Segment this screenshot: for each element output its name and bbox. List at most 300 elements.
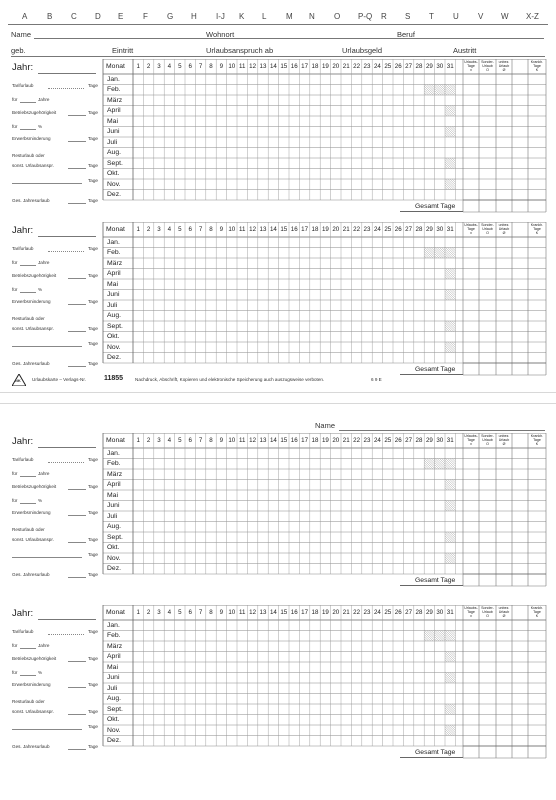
month-name: Nov. — [107, 554, 121, 562]
day-number: 22 — [353, 63, 361, 70]
day-number: 13 — [259, 609, 267, 616]
hatch-line — [445, 185, 449, 189]
hatch-line — [445, 249, 454, 258]
entitlement-unit: Tage — [88, 724, 98, 729]
name-line-back[interactable] — [339, 430, 545, 431]
entitlement-input-line[interactable] — [48, 251, 84, 252]
alphabet-tab[interactable]: M — [286, 12, 293, 21]
month-name: Okt. — [107, 170, 120, 177]
geb-line[interactable] — [11, 56, 545, 57]
entitlement-label: Betriebszugehörigkeit — [12, 273, 57, 278]
hatch-line — [445, 679, 449, 683]
day-number: 6 — [188, 226, 192, 233]
entitlement-label: sonst. Urlaubsanspr. — [12, 326, 54, 331]
day-number: 12 — [249, 63, 257, 70]
day-number: 25 — [384, 609, 392, 616]
hatch-line — [445, 135, 447, 137]
month-header: Monat — [106, 226, 125, 233]
entitlement-label: Ges. Jahresurlaub — [12, 744, 50, 749]
day-number: 7 — [198, 609, 203, 616]
alphabet-tab[interactable]: T — [429, 12, 434, 21]
day-number: 31 — [446, 226, 454, 233]
month-name: Feb. — [107, 86, 121, 93]
month-name: Jan. — [107, 238, 120, 246]
day-number: 26 — [394, 63, 402, 70]
month-name: Nov. — [107, 343, 121, 351]
day-number: 27 — [405, 437, 413, 444]
alphabet-tab[interactable]: S — [405, 12, 411, 21]
hatch-line — [445, 270, 454, 279]
hatch-line — [448, 501, 456, 509]
entitlement-unit: Jahre — [38, 471, 50, 476]
hatch-line — [448, 652, 456, 660]
hatch-line — [424, 467, 426, 469]
alphabet-tab[interactable]: G — [167, 12, 174, 21]
hatch-line — [445, 181, 454, 190]
day-number: 12 — [249, 226, 257, 233]
month-name: Juni — [107, 128, 120, 135]
hatch-line — [445, 348, 449, 352]
day-number: 1 — [136, 609, 140, 616]
hatch-line — [437, 85, 445, 93]
hatch-line — [445, 254, 449, 258]
day-number: 26 — [394, 437, 402, 444]
entitlement-unit: Tage — [88, 341, 98, 346]
hatch-line — [425, 248, 435, 258]
hatch-line — [424, 465, 428, 469]
month-name: Mai — [107, 663, 118, 671]
month-name: Juli — [107, 301, 118, 309]
month-name: Feb. — [107, 460, 121, 467]
day-number: 28 — [415, 226, 423, 233]
hatch-line — [445, 727, 454, 736]
alphabet-tab[interactable]: L — [262, 12, 267, 21]
day-number: 7 — [198, 437, 203, 444]
day-number: 17 — [301, 437, 309, 444]
month-name: Mai — [107, 280, 118, 288]
entitlement-label: Resturlaub oder — [12, 153, 45, 158]
hatch-line — [435, 632, 444, 641]
alphabet-tab[interactable]: O — [334, 12, 341, 21]
alphabet-tab[interactable]: C — [71, 12, 77, 21]
day-number: 2 — [146, 226, 151, 233]
day-number: 19 — [321, 609, 329, 616]
entitlement-input-line[interactable] — [68, 542, 86, 543]
hatch-line — [445, 681, 447, 683]
entitlement-label: Resturlaub oder — [12, 699, 45, 704]
entitlement-unit: Tage — [88, 361, 98, 366]
hatch-line — [445, 460, 454, 469]
hatch-line — [445, 465, 449, 469]
hatch-line — [445, 133, 449, 137]
total-days-label: Gesamt Tage — [415, 366, 456, 373]
form-number: 11855 — [104, 375, 124, 382]
hatch-line — [435, 460, 444, 469]
entitlement-input-line[interactable] — [68, 489, 86, 490]
entitlement-input-line[interactable] — [68, 278, 86, 279]
month-name: Aug. — [107, 523, 121, 530]
total-days-underline — [400, 585, 463, 586]
entitlement-unit: Tage — [88, 552, 98, 557]
entitlement-input-line[interactable] — [20, 648, 36, 649]
day-number: 4 — [167, 63, 172, 70]
day-number: 24 — [373, 63, 381, 70]
total-days-underline — [400, 211, 463, 212]
hatch-line — [445, 486, 449, 490]
entitlement-input-line[interactable] — [20, 675, 36, 676]
entitlement-input-line[interactable] — [68, 115, 86, 116]
day-number: 14 — [269, 63, 277, 70]
entitlement-input-line[interactable] — [20, 476, 36, 477]
summary-column-header: Urlaubs- Tage x — [464, 60, 478, 73]
hatch-line — [448, 631, 456, 639]
entitlement-unit: Tage — [88, 163, 98, 168]
hatch-line — [446, 158, 456, 168]
year-input-line[interactable] — [38, 447, 96, 448]
hatch-line — [448, 179, 456, 187]
hatch-line — [427, 85, 435, 93]
hatch-line — [435, 256, 437, 258]
year-label: Jahr: — [12, 436, 34, 447]
summary-column-header: Krankh. Tage K — [530, 223, 544, 236]
vacation-card-back — [0, 404, 556, 800]
urlaubsgeld-label: Urlaubsgeld — [342, 46, 383, 55]
alphabet-divider — [8, 24, 548, 25]
hatch-line — [424, 91, 428, 95]
alphabet-tab[interactable]: F — [143, 12, 148, 21]
entitlement-input-line[interactable] — [12, 183, 82, 184]
day-number: 10 — [228, 609, 236, 616]
day-number: 16 — [290, 226, 298, 233]
hatch-line — [445, 733, 447, 735]
day-number: 3 — [157, 437, 161, 444]
day-number: 28 — [415, 437, 423, 444]
hatch-line — [448, 673, 456, 681]
day-number: 30 — [436, 226, 444, 233]
alphabet-tab[interactable]: V — [478, 12, 484, 21]
month-name: Nov. — [107, 726, 121, 734]
alphabet-tab[interactable]: I-J — [216, 12, 225, 21]
alphabet-tab[interactable]: K — [239, 12, 245, 21]
calendar-grid — [0, 433, 556, 588]
day-number: 21 — [342, 609, 350, 616]
entitlement-label: sonst. Urlaubsanspr. — [12, 163, 54, 168]
year-input-line[interactable] — [38, 236, 96, 237]
hatch-line — [425, 85, 435, 95]
alphabet-tab[interactable]: A — [22, 12, 28, 21]
entitlement-input-line[interactable] — [20, 102, 36, 103]
hatch-line — [448, 321, 456, 329]
month-name: Jan. — [107, 621, 120, 629]
urlaubsanspruch-label: Urlaubsanspruch ab — [206, 46, 274, 55]
day-number: 26 — [394, 226, 402, 233]
entitlement-input-line[interactable] — [48, 634, 84, 635]
name-line[interactable] — [34, 38, 544, 39]
alphabet-tab[interactable]: B — [47, 12, 53, 21]
day-number: 18 — [311, 437, 319, 444]
day-number: 9 — [219, 63, 224, 70]
hatch-line — [424, 632, 433, 641]
hatch-line — [448, 704, 456, 712]
day-number: 26 — [394, 609, 402, 616]
day-number: 2 — [146, 609, 151, 616]
entitlement-input-line[interactable] — [68, 366, 86, 367]
day-number: 4 — [167, 437, 172, 444]
year-block-3 — [0, 433, 556, 593]
hatch-line — [446, 631, 456, 641]
entitlement-input-line[interactable] — [68, 577, 86, 578]
day-number: 20 — [332, 226, 340, 233]
month-name: Juni — [107, 291, 120, 298]
month-name: Sept. — [107, 322, 123, 330]
day-number: 29 — [425, 437, 433, 444]
hatch-line — [445, 112, 449, 116]
day-number: 24 — [373, 437, 381, 444]
entitlement-unit: Tage — [88, 326, 98, 331]
publisher-logo — [12, 373, 26, 385]
day-number: 1 — [136, 437, 140, 444]
entitlement-label: für — [12, 471, 18, 476]
hatch-line — [448, 532, 456, 540]
entitlement-unit: Tage — [88, 682, 98, 687]
entitlement-unit: Tage — [88, 246, 98, 251]
entitlement-input-line[interactable] — [20, 265, 36, 266]
hatch-line — [427, 248, 435, 256]
day-number: 6 — [188, 437, 192, 444]
hatch-line — [445, 256, 447, 258]
hatch-line — [424, 460, 433, 469]
entitlement-label: Erwerbsminderung — [12, 136, 51, 141]
day-number: 12 — [249, 609, 257, 616]
hatch-line — [446, 290, 456, 300]
calendar-grid — [0, 222, 556, 377]
day-number: 23 — [363, 226, 371, 233]
hatch-line — [446, 269, 456, 279]
entitlement-label: Tarifurlaub — [12, 457, 34, 462]
day-number: 21 — [342, 63, 350, 70]
hatch-line — [445, 467, 447, 469]
month-name: März — [107, 642, 123, 650]
entitlement-label: für — [12, 124, 18, 129]
hatch-line — [445, 327, 449, 331]
eintritt-label: Eintritt — [112, 46, 134, 55]
hatch-line — [435, 254, 439, 258]
day-number: 15 — [280, 226, 288, 233]
entitlement-input-line[interactable] — [68, 141, 86, 142]
day-number: 8 — [209, 437, 213, 444]
day-number: 8 — [209, 609, 213, 616]
alphabet-tab[interactable]: X-Z — [526, 12, 539, 21]
month-name: Nov. — [107, 180, 121, 188]
alphabet-tab[interactable]: W — [501, 12, 509, 21]
entitlement-label: Betriebszugehörigkeit — [12, 484, 57, 489]
month-name: Feb. — [107, 632, 121, 639]
entitlement-input-line[interactable] — [68, 168, 86, 169]
entitlement-label: für — [12, 260, 18, 265]
entitlement-label: Betriebszugehörigkeit — [12, 656, 57, 661]
hatch-line — [445, 507, 449, 511]
hatch-line — [445, 706, 454, 715]
day-number: 30 — [436, 63, 444, 70]
hatch-line — [445, 637, 449, 641]
entitlement-label: für — [12, 287, 18, 292]
entitlement-unit: Tage — [88, 572, 98, 577]
hatch-line — [424, 86, 433, 95]
logo-text: NK — [15, 378, 21, 383]
copyright-notice: Nachdruck, Abschrift, Kopieren und elektronische Speicherung auch auszugsweise verboten. — [135, 377, 325, 382]
geb-label: geb. — [11, 46, 26, 55]
day-number: 30 — [436, 437, 444, 444]
month-header: Monat — [106, 609, 125, 616]
entitlement-input-line[interactable] — [68, 304, 86, 305]
hatch-line — [435, 91, 439, 95]
hatch-line — [445, 329, 447, 331]
entitlement-input-line[interactable] — [68, 661, 86, 662]
hatch-line — [424, 93, 426, 95]
entitlement-label: Erwerbsminderung — [12, 299, 51, 304]
day-number: 15 — [280, 437, 288, 444]
year-label: Jahr: — [12, 608, 34, 619]
alphabet-tab[interactable]: E — [118, 12, 124, 21]
hatch-line — [445, 91, 449, 95]
day-number: 2 — [146, 63, 151, 70]
alphabet-tab[interactable]: U — [453, 12, 459, 21]
day-number: 15 — [280, 63, 288, 70]
hatch-line — [445, 639, 447, 641]
entitlement-input-line[interactable] — [68, 515, 86, 516]
total-days-label: Gesamt Tage — [415, 203, 456, 210]
day-number: 1 — [136, 63, 140, 70]
hatch-line — [446, 179, 456, 189]
hatch-line — [446, 501, 456, 511]
entitlement-input-line[interactable] — [68, 714, 86, 715]
alphabet-tab[interactable]: D — [95, 12, 101, 21]
entitlement-label: sonst. Urlaubsanspr. — [12, 537, 54, 542]
year-input-line[interactable] — [38, 619, 96, 620]
hatch-line — [445, 534, 454, 543]
day-number: 5 — [178, 609, 182, 616]
summary-column-header: unbez. Urlaub Ø — [498, 223, 510, 236]
hatch-line — [448, 85, 456, 93]
hatch-line — [427, 631, 435, 639]
hatch-line — [435, 248, 445, 258]
year-input-line[interactable] — [38, 73, 96, 74]
entitlement-input-line[interactable] — [20, 503, 36, 504]
hatch-line — [446, 480, 456, 490]
day-number: 8 — [209, 226, 213, 233]
day-number: 29 — [425, 226, 433, 233]
hatch-line — [448, 106, 456, 114]
day-number: 25 — [384, 63, 392, 70]
hatch-line — [445, 160, 454, 169]
vacation-card-front — [0, 0, 556, 392]
entitlement-input-line[interactable] — [12, 729, 82, 730]
month-name: Aug. — [107, 312, 121, 319]
entitlement-label: Tarifurlaub — [12, 246, 34, 251]
alphabet-tab[interactable]: H — [191, 12, 197, 21]
day-number: 3 — [157, 226, 161, 233]
day-number: 25 — [384, 226, 392, 233]
hatch-line — [445, 509, 447, 511]
entitlement-unit: Tage — [88, 629, 98, 634]
day-number: 3 — [157, 63, 161, 70]
hatch-line — [445, 555, 454, 564]
entitlement-unit: Tage — [88, 83, 98, 88]
entitlement-label: Resturlaub oder — [12, 316, 45, 321]
month-name: März — [107, 259, 123, 267]
entitlement-input-line[interactable] — [20, 129, 36, 130]
summary-column-header: unbez. Urlaub Ø — [498, 606, 510, 619]
month-name: Juli — [107, 138, 118, 146]
entitlement-unit: Tage — [88, 537, 98, 542]
hatch-line — [445, 632, 454, 641]
day-number: 7 — [198, 226, 203, 233]
hatch-line — [448, 725, 456, 733]
day-number: 3 — [157, 609, 161, 616]
entitlement-input-line[interactable] — [68, 203, 86, 204]
entitlement-input-line[interactable] — [68, 687, 86, 688]
day-number: 12 — [249, 437, 257, 444]
hatch-line — [445, 658, 449, 662]
hatch-line — [446, 532, 456, 542]
day-number: 18 — [311, 63, 319, 70]
entitlement-input-line[interactable] — [48, 88, 84, 89]
day-number: 19 — [321, 437, 329, 444]
entitlement-input-line[interactable] — [68, 749, 86, 750]
alphabet-tab[interactable]: P-Q — [358, 12, 373, 21]
entitlement-label: Erwerbsminderung — [12, 510, 51, 515]
hatch-line — [448, 127, 456, 135]
entitlement-input-line[interactable] — [48, 462, 84, 463]
day-number: 30 — [436, 609, 444, 616]
month-name: Jan. — [107, 75, 120, 83]
hatch-line — [445, 323, 454, 332]
entitlement-unit: Tage — [88, 744, 98, 749]
day-number: 17 — [301, 63, 309, 70]
total-days-label: Gesamt Tage — [415, 577, 456, 584]
month-name: März — [107, 470, 123, 478]
hatch-line — [445, 350, 447, 352]
hatch-line — [445, 674, 454, 683]
entitlement-input-line[interactable] — [12, 557, 82, 558]
day-number: 27 — [405, 63, 413, 70]
hatch-line — [445, 166, 447, 168]
hatch-line — [446, 725, 456, 735]
summary-column-header: Sonder- Urlaub O — [481, 60, 494, 73]
hatch-line — [445, 731, 449, 735]
total-days-label: Gesamt Tage — [415, 749, 456, 756]
hatch-line — [445, 86, 454, 95]
hatch-line — [445, 93, 447, 95]
hatch-line — [448, 248, 456, 256]
hatch-line — [424, 639, 426, 641]
hatch-line — [445, 710, 449, 714]
hatch-line — [445, 502, 454, 511]
entitlement-input-line[interactable] — [12, 346, 82, 347]
entitlement-unit: Tage — [88, 273, 98, 278]
alphabet-tab[interactable]: N — [309, 12, 315, 21]
month-name: Sept. — [107, 533, 123, 541]
entitlement-input-line[interactable] — [20, 292, 36, 293]
wohnort-label: Wohnort — [206, 30, 235, 39]
day-number: 20 — [332, 437, 340, 444]
day-number: 6 — [188, 63, 192, 70]
day-number: 9 — [219, 437, 224, 444]
hatch-line — [445, 540, 447, 542]
day-number: 14 — [269, 226, 277, 233]
entitlement-input-line[interactable] — [68, 331, 86, 332]
alphabet-tab[interactable]: R — [381, 12, 387, 21]
